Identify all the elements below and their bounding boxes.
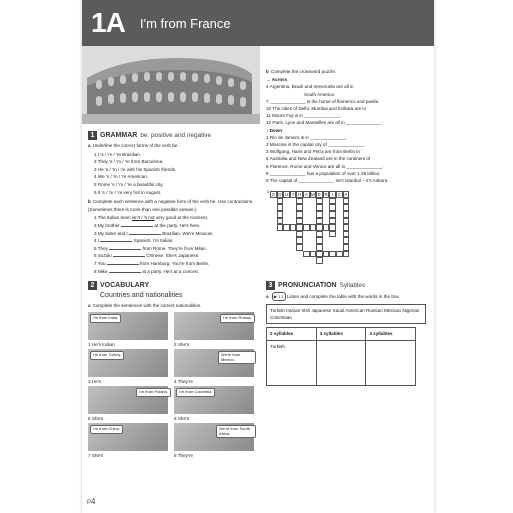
section-title: VOCABULARY [100, 281, 150, 289]
item-text: Chinese. She's Japanese. [146, 253, 200, 259]
clue: 11 Mount Fuji is in ______________. [266, 113, 342, 119]
across-clues [266, 83, 426, 126]
pronunciation-task-a [266, 292, 426, 301]
item-text: Brazilian. We're Mexican. [162, 230, 214, 236]
audio-track: 1.1 [278, 294, 284, 300]
item-text: 7 You [94, 260, 106, 266]
vocab-heading [88, 281, 256, 290]
photo-caption: 5 She's [88, 416, 104, 422]
speech-bubble: I'm from Poland. [136, 388, 171, 397]
list-item: 1 I 's / 'm / 're Brazilian. [94, 151, 142, 157]
vocab-task-a [88, 302, 256, 310]
speech-bubble: I'm from China. [90, 425, 123, 434]
grammar-task-b [88, 198, 256, 213]
answer-blank[interactable] [113, 252, 145, 257]
table-cell[interactable] [316, 341, 366, 386]
crossword-cell[interactable]: S [271, 192, 275, 198]
syllables-table [266, 327, 416, 386]
pronunciation-heading [266, 281, 426, 290]
crossword-grid [266, 187, 426, 279]
list-item: 3 He 's / 'm / 're with his Spanish friends. [94, 166, 177, 172]
answer-blank[interactable] [121, 222, 153, 227]
clue: 8 ______________ has a population of over 1.35 billion. [266, 170, 381, 176]
speech-bubble: I'm from India. [90, 314, 121, 323]
grammar-heading [88, 131, 256, 140]
workbook-page [82, 0, 434, 513]
task-instruction: Complete the sentences with the correct nationalities. [92, 302, 202, 308]
colosseum-photo [82, 46, 260, 124]
colosseum-illustration [82, 46, 260, 124]
word-box: Turkish Iranian Irish Japanese Saudi American Russian Mexican Nigerian Colombian [266, 304, 426, 324]
list-item [94, 245, 256, 253]
crossword-cell[interactable]: A [304, 192, 308, 198]
list-item [94, 214, 256, 222]
clue: 7 ______________ is the home of flamenco and paella. [266, 98, 380, 104]
grammar-task-b-items [88, 214, 256, 275]
crossword-cell[interactable]: H [298, 192, 302, 198]
list-item [94, 222, 256, 230]
crossword-cell[interactable]: O [278, 192, 282, 198]
photo-caption: 8 They're [174, 453, 193, 459]
left-column [88, 128, 256, 462]
list-item: 5 Rome 's / 'm / 're a beautiful city. [94, 181, 164, 187]
list-item: 6 It 's / 'm / 're very hot in August. [94, 189, 162, 195]
crossword-cell[interactable]: A [344, 192, 348, 198]
speech-bubble: We're from South Africa. [216, 425, 256, 438]
grammar-task-a [88, 142, 256, 150]
photo-caption: 3 He's [88, 379, 101, 385]
unit-header [82, 0, 434, 46]
task-instruction: Complete the crossword puzzle. [270, 69, 337, 74]
photo-caption: 6 She's [174, 416, 190, 422]
table-cell[interactable]: Turkish [267, 341, 317, 386]
task-letter: a [266, 294, 269, 300]
item-text: from Rome. They're from Milan. [142, 245, 207, 251]
grammar-task-a-items [88, 151, 256, 197]
task-letter: a [88, 302, 91, 308]
answer-blank[interactable] [109, 245, 141, 250]
crossword-cell[interactable]: C [337, 192, 341, 198]
task-letter: b [88, 199, 91, 205]
speech-bubble: We're from Mexico. [218, 351, 256, 364]
answer-blank[interactable] [129, 230, 161, 235]
audio-icon[interactable]: ▶ 1.1 [272, 292, 286, 301]
column-header: 2 syllables [267, 328, 317, 341]
section-title: PRONUNCIATION [278, 282, 337, 290]
answer-blank[interactable] [109, 268, 141, 273]
nationality-photos [88, 312, 256, 462]
page-number: P4 [87, 497, 96, 506]
crossword-cell[interactable]: I [329, 191, 336, 198]
item-text: at a party. He's at a concert. [142, 268, 200, 274]
item-text: 3 My sister and I [94, 230, 128, 236]
section-number: 1 [88, 131, 97, 140]
item-text: very good at the moment. [155, 215, 209, 221]
section-number: 2 [88, 281, 97, 290]
list-item [94, 237, 256, 245]
down-label: ↓ Down [266, 127, 283, 133]
crossword-task [266, 68, 426, 75]
clue: 12 Paris, Lyon and Marseilles are all in ______________. [266, 120, 384, 126]
item-text: Spanish. I'm Italian. [133, 238, 174, 244]
item-text: 5 They [94, 245, 108, 251]
list-item: 4 We 's / 'm / 're American. [94, 174, 149, 180]
task-instruction: Listen and complete the table with the words in the box. [286, 294, 401, 300]
task-instruction: Complete each sentence with a negative form of the verb be. Use contractions. (Sometimes there is more than one possible answer.) [88, 199, 254, 212]
item-text: 4 I [94, 238, 100, 244]
page-number-value: 4 [91, 497, 96, 506]
task-instruction: Underline the correct forms of the verb be. [92, 143, 179, 148]
unit-number: 1A [91, 7, 125, 38]
clue: 3 Wolfgang, Hans and Petra are from Berlin in [266, 149, 360, 155]
crossword-cell[interactable]: R [324, 192, 328, 198]
photo-caption: 4 They're [174, 379, 193, 385]
column-header: 4 syllables [366, 328, 416, 341]
clue: 4 Argentina, Brazil and Venezuela are all in [266, 84, 354, 90]
speech-bubble: I'm from Colombia. [176, 388, 215, 397]
speech-bubble: I'm from Turkey. [90, 351, 124, 360]
example-answer: isn't / 's not [131, 215, 155, 221]
list-item [94, 252, 256, 260]
clue: 1 Rio de Janeiro is in ______________. [266, 134, 348, 140]
right-column [266, 66, 426, 386]
speech-bubble: I'm from Russia. [220, 314, 255, 323]
item-text: 1 The Italian team [94, 215, 131, 221]
list-item [94, 268, 256, 276]
answer-blank[interactable] [100, 237, 132, 242]
clue: 6 Florence, Rome and Venice are all in ______________. [266, 163, 384, 169]
down-clues [266, 134, 426, 184]
item-text: 8 Mike [94, 268, 108, 274]
item-text: at the party. He's here. [154, 222, 201, 228]
task-letter: b [266, 69, 269, 74]
item-text: 2 My brother [94, 222, 120, 228]
item-text: 6 Suzuki [94, 253, 112, 259]
section-subtitle: Countries and nationalities [100, 292, 183, 300]
list-item: 2 They 's / 'm / 're from Barcelona. [94, 159, 164, 165]
section-title: GRAMMAR [100, 131, 138, 139]
clue: 10 The cities of Delhi, Mumbai and Kolkata are in [266, 106, 367, 112]
unit-title: I'm from France [140, 16, 231, 31]
list-item [94, 260, 256, 268]
photo-caption: 7 She's [88, 453, 104, 459]
section-subtitle: be: positive and negative [140, 131, 212, 139]
crossword-cell[interactable]: E [317, 192, 321, 198]
clue: 2 Moscow is the capital city of ______________. [266, 142, 366, 148]
across-label: → Across [266, 77, 288, 83]
answer-blank[interactable] [107, 260, 139, 265]
table-cell[interactable] [366, 341, 416, 386]
section-number: 3 [266, 281, 275, 290]
clue-answer: South America [304, 91, 334, 97]
photo-caption: 2 She's [174, 342, 190, 348]
photo-caption: 1 He's Indian [88, 342, 115, 348]
column-header: 3 syllables [316, 328, 366, 341]
list-item [94, 230, 256, 238]
task-letter: a [88, 143, 91, 148]
item-text: from Hamburg. You're from Berlin. [140, 260, 210, 266]
crossword-cell[interactable]: T [291, 192, 295, 198]
section-subtitle: Syllables [339, 282, 366, 290]
clue: 5 Australia and New Zealand are in the continent of [266, 156, 371, 162]
crossword-cell[interactable]: M [311, 192, 315, 198]
crossword-cell[interactable]: U [284, 192, 289, 198]
cell-number: 4 [267, 190, 269, 195]
crossword-row-solution [270, 191, 349, 198]
clue: 9 The capital of ______________ isn't Istanbul – it's Ankara. [266, 178, 389, 184]
